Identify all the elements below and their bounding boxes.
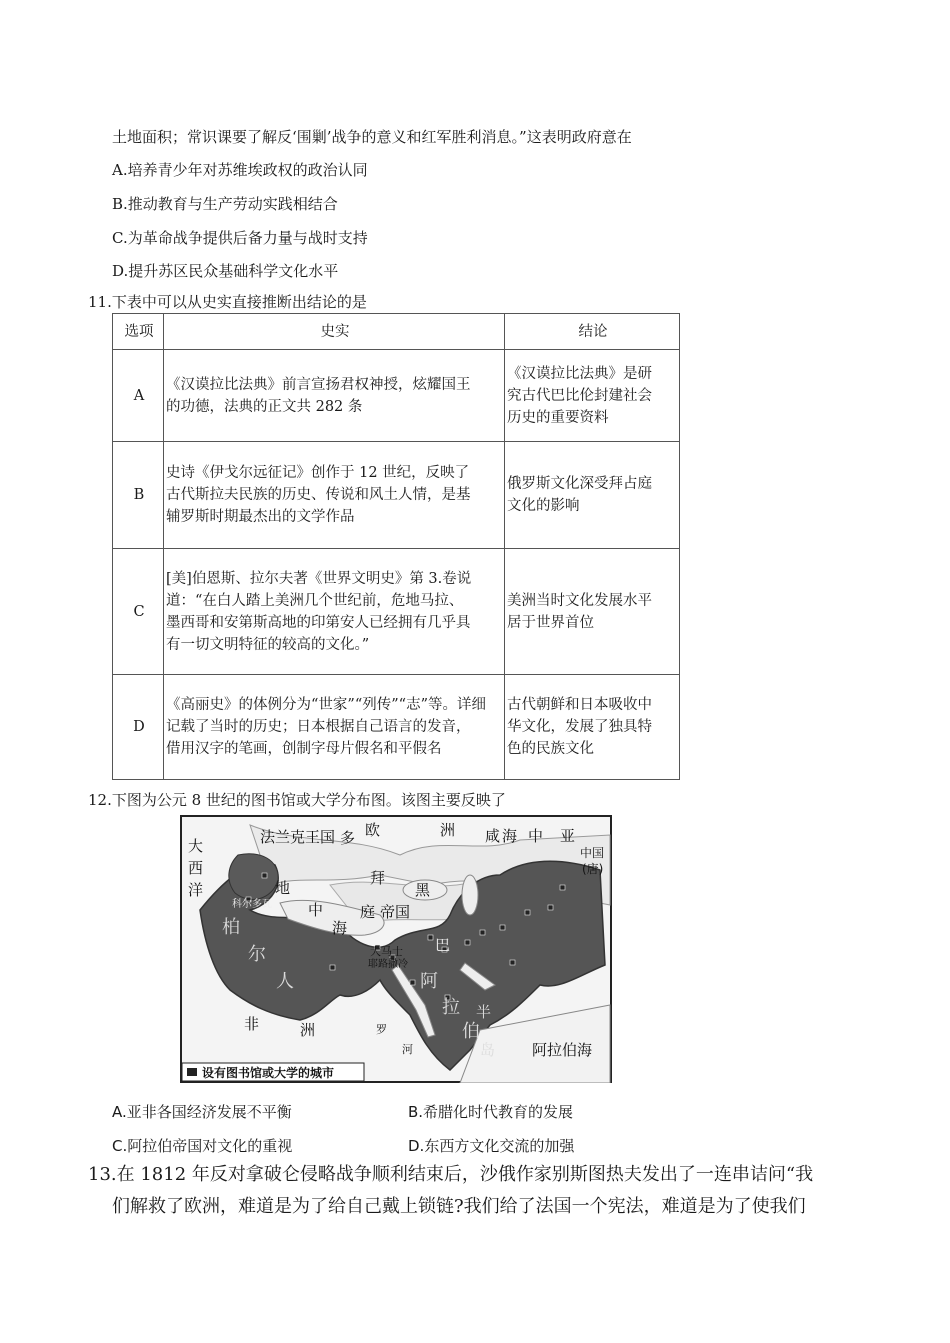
q12-option-a[interactable]: A.亚非各国经济发展不平衡 [112,1103,292,1121]
conclusion-line: 居于世界首位 [507,614,594,631]
row-conclusion [505,549,680,675]
label-zhong2: 中 [308,901,324,919]
label-yang: 洋 [188,881,204,899]
table-header-row [113,314,680,350]
map-legend [182,1063,364,1081]
label-ban: 半 [476,1003,492,1021]
label-luo: 罗 [376,1023,387,1036]
label-damashige: 大马士 [370,945,403,958]
label-ting: 庭 [360,903,376,921]
row-conclusion [505,350,680,442]
label-zhong: 中 [528,827,544,845]
table-row [113,442,680,549]
library-distribution-map [180,815,612,1083]
q12-option-c[interactable]: C.阿拉伯帝国对文化的重视 [112,1137,293,1155]
table-row [113,549,680,675]
label-hai2: 海 [332,919,348,937]
label-fei: 非 [244,1015,260,1033]
row-option[interactable]: A [113,350,164,442]
label-bai: 拜 [370,869,386,887]
book-icon [187,1068,197,1076]
conclusion-line: 《汉谟拉比法典》是研 [507,365,652,382]
label-xi: 西 [188,859,204,877]
fact-line: 墨西哥和安第斯高地的印第安人已经拥有几乎具 [166,614,471,631]
fact-line: 记载了当时的历史；日本根据自己语言的发音， [166,719,471,735]
conclusion-line: 俄罗斯文化深受拜占庭 [507,476,652,492]
conclusion-line: 历史的重要资料 [507,409,609,426]
row-conclusion [505,675,680,780]
label-duo: 多 [340,829,356,847]
label-yelusaleng: 耶路撒冷 [368,959,408,970]
table-row [113,350,680,442]
row-option[interactable]: D [113,675,164,780]
q10-option-d[interactable]: D.提升苏区民众基础科学文化水平 [112,262,339,280]
label-ou: 欧 [365,821,381,839]
q11-stem: 11.下表中可以从史实直接推断出结论的是 [88,293,367,311]
fact-line: 借用汉字的笔画，创制字母片假名和平假名 [166,741,442,757]
q12-option-b[interactable]: B.希腊化时代教育的发展 [408,1103,574,1121]
label-hei: 黑 [415,881,431,899]
label-a: 阿 [420,971,438,992]
row-option[interactable]: C [113,549,164,675]
row-fact [164,675,505,780]
header-conclusion: 结论 [505,314,680,350]
fact-line: 《高丽史》的体例分为“世家”“列传”“志”等。详细 [166,697,486,713]
row-fact [164,442,505,549]
row-fact [164,549,505,675]
conclusion-line: 究古代巴比伦封建社会 [507,387,652,404]
fact-line: 史诗《伊戈尔远征记》创作于 12 世纪，反映了 [166,465,470,481]
label-da: 大 [188,837,204,855]
label-la: 拉 [442,997,460,1018]
header-fact: 史实 [164,314,505,350]
label-zhou-s: 洲 [300,1021,316,1039]
label-bo: 柏 [222,917,240,938]
label-frank: 法兰克王国 [260,828,336,846]
label-tang: (唐) [582,862,604,876]
q13-line-1: 13.在 1812 年反对拿破仑侵略战争顺利结束后，沙俄作家别斯图热夫发出了一连串诘问“我 [88,1164,814,1185]
label-arabian-sea: 阿拉伯海 [532,1041,593,1059]
row-option[interactable]: B [113,442,164,549]
fact-line: 《汉谟拉比法典》前言宣扬君权神授，炫耀国王 [166,376,471,393]
label-ren: 人 [276,971,294,992]
label-xian: 咸 [485,827,501,845]
conclusion-line: 古代朝鲜和日本吸收中 [507,697,652,713]
header-option: 选项 [113,314,164,350]
label-kerduowa: 科尔多瓦 [232,899,272,910]
q11-table [112,313,680,780]
conclusion-line: 美洲当时文化发展水平 [507,592,652,609]
label-er: 尔 [248,944,266,965]
table-row [113,675,680,780]
label-dao: 岛 [480,1041,496,1059]
q10-option-a[interactable]: A.培养青少年对苏维埃政权的政治认同 [112,161,368,179]
label-hai: 海 [502,827,518,845]
fact-line: 有一切文明特征的较高的文化。” [166,636,370,653]
conclusion-line: 文化的影响 [507,498,580,514]
label-china: 中国 [580,846,605,860]
fact-line: [美]伯恩斯、拉尔夫著《世界文明史》第 3.卷说 [166,570,472,587]
fact-line: 道：“在白人踏上美洲几个世纪前，危地马拉、 [166,592,464,609]
q10-option-c[interactable]: C.为革命战争提供后备力量与战时支持 [112,229,368,247]
label-bo2: 伯 [462,1021,480,1042]
q10-option-b[interactable]: B.推动教育与生产劳动实践相结合 [112,195,338,213]
conclusion-line: 色的民族文化 [507,741,594,757]
q12-stem: 12.下图为公元 8 世纪的图书馆或大学分布图。该图主要反映了 [88,791,506,809]
label-di: 地 [275,879,291,897]
label-ya: 亚 [560,827,576,845]
row-fact [164,350,505,442]
fact-line: 的功德，法典的正文共 282 条 [166,398,363,415]
label-ba: 巴 [435,936,451,954]
q13-line-2: 们解救了欧洲，难道是为了给自己戴上锁链?我们给了法国一个宪法，难道是为了使我们 [112,1196,806,1217]
label-he: 河 [402,1043,413,1056]
q10-stem-tail: 土地面积；常识课要了解反‘围剿’战争的意义和红军胜利消息。”这表明政府意在 [112,128,632,146]
conclusion-line: 华文化，发展了独具特 [507,719,652,735]
legend-label: 设有图书馆或大学的城市 [202,1066,335,1080]
row-conclusion [505,442,680,549]
label-zhou-n: 洲 [440,821,456,839]
q12-option-d[interactable]: D.东西方文化交流的加强 [408,1137,575,1155]
fact-line: 古代斯拉夫民族的历史、传说和风土人情，是基 [166,487,471,503]
label-diguo: 帝国 [380,903,411,921]
fact-line: 辅罗斯时期最杰出的文学作品 [166,509,355,525]
